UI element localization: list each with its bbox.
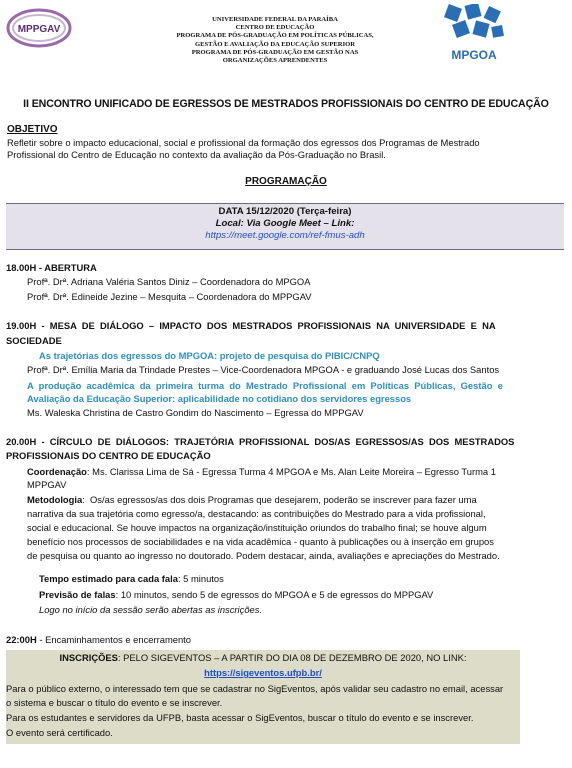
forecast-value: : 10 minutos, sendo 5 de egressos do MPGOA e 5 de egressos do MPPGAV xyxy=(115,589,434,600)
circle-title: 20.00H - CÍRCULO DE DIÁLOGOS: TRAJETÓRIA PROFISSIONAL DOS/AS EGRESSOS/AS DOS MESTRADOS xyxy=(6,436,515,447)
event-title: II ENCONTRO UNIFICADO DE EGRESSOS DE MESTRADOS PROFISSIONAIS DO CENTRO DE EDUCAÇÃO xyxy=(23,98,549,110)
methodology-line: social e educacional. Se houve impactos na organização/instituição oriundos do trabalho final; se houve algum xyxy=(27,522,487,533)
speech-forecast xyxy=(39,589,433,601)
mppgav-logo-text: MPPGAV xyxy=(17,24,61,35)
talk-title: As trajetórias dos egressos do MPGOA: projeto de pesquisa do PIBIC/CNPQ xyxy=(39,350,380,361)
date-box xyxy=(6,203,564,250)
methodology-line: benefício nos processos de sociabilidades e na vida acadêmica - quanto à publicações ou à inserção em grupos xyxy=(27,536,494,547)
opening-speaker: Profª. Drª. Edineide Jezine – Mesquita – Coordenadora do MPPGAV xyxy=(27,291,312,302)
time-label: Tempo estimado para cada fala xyxy=(39,573,178,584)
objective-line: Profissional do Centro de Educação no contexto da avaliação da Pós-Graduação no Brasil. xyxy=(7,149,386,160)
objective-text xyxy=(7,137,563,161)
closing-line xyxy=(6,634,191,646)
opening-speaker: Profª. Drª. Adriana Valéria Santos Diniz – Coordenadora do MPGOA xyxy=(27,276,311,287)
methodology-line: de pesquisa ou quanto ao ingresso no doutorado. Podem destacar, ainda, avaliações e apreciações do Mestrado. xyxy=(27,550,500,561)
header-line: GESTÃO E AVALIAÇÃO DA EDUCAÇÃO SUPERIOR xyxy=(194,40,356,48)
registration-note: Logo no início da sessão serão abertas as inscrições. xyxy=(39,604,263,615)
program-heading: PROGRAMAÇÃO xyxy=(245,176,327,187)
header-line: UNIVERSIDADE FEDERAL DA PARAÍBA xyxy=(212,16,338,23)
closing-time: 22:00H xyxy=(6,634,37,645)
coordination-label: Coordenação xyxy=(27,466,87,477)
event-date: DATA 15/12/2020 (Terça-feira) xyxy=(218,206,352,217)
closing-text: - Encaminhamentos e encerramento xyxy=(36,634,191,645)
mpgoa-logo-text: MPGOA xyxy=(451,48,497,62)
talk-title-cont: Avaliação da Educação Superior: aplicabilidade no cotidiano dos servidores egressos xyxy=(27,393,412,404)
mpgoa-logo xyxy=(438,4,510,64)
talk-title: A produção acadêmica da primeira turma do Mestrado Profissional em Políticas Públicas, Gestão e xyxy=(27,380,503,391)
methodology-text: : Os/as egressos/as dos dois Programas que desejarem, poderão se inscrever para fazer uma xyxy=(82,494,477,505)
talk-speaker: Ms. Waleska Christina de Castro Gondim do Nascimento – Egressa do MPPGAV xyxy=(27,407,364,418)
meet-link[interactable]: https://meet.google.com/ref-fmus-adh xyxy=(205,230,365,241)
methodology-label: Metodologia xyxy=(27,494,83,505)
talk-speaker: Profª. Drª. Emília Maria da Trindade Prestes – Vice-Coordenadora MPGOA - e graduando José Lucas dos Santos xyxy=(27,364,500,375)
registration-header xyxy=(6,652,520,664)
objective-heading: OBJETIVO xyxy=(7,124,58,135)
header-line: PROGRAMA DE PÓS-GRADUAÇÃO EM POLÍTICAS PÚBLICAS, xyxy=(176,32,374,40)
event-location: Local: Via Google Meet – Link: xyxy=(215,218,355,229)
registration-info: Para os estudantes e servidores da UFPB, basta acessar o SigEventos, buscar o título do evento e se inscrever. xyxy=(6,712,474,723)
institution-header xyxy=(150,16,400,65)
coordination-line xyxy=(27,466,496,478)
registration-text: : PELO SIGEVENTOS – A PARTIR DO DIA 08 DE DEZEMBRO DE 2020, NO LINK: xyxy=(117,652,467,663)
panel-title: 19.00H - MESA DE DIÁLOGO – IMPACTO DOS MESTRADOS PROFISSIONAIS NA UNIVERSIDADE E NA xyxy=(6,320,496,331)
methodology-line xyxy=(27,494,477,506)
opening-title: 18.00H - ABERTURA xyxy=(6,262,97,273)
registration-box xyxy=(6,650,520,744)
header-line: CENTRO DE EDUCAÇÃO xyxy=(235,24,315,32)
coordination-cont: MPPGAV xyxy=(27,479,67,490)
objective-line: Refletir sobre o impacto educacional, social e profissional da formação dos egressos dos Programas de Mestrado xyxy=(7,137,480,148)
time-estimate xyxy=(39,573,224,585)
circle-title-cont: PROFISSIONAIS DO CENTRO DE EDUCAÇÃO xyxy=(6,450,211,461)
sigeventos-link[interactable]: https://sigeventos.ufpb.br/ xyxy=(204,667,322,678)
forecast-label: Previsão de falas xyxy=(39,589,116,600)
mppgav-logo xyxy=(6,6,72,50)
registration-info: o sistema e buscar o título do evento e se inscrever. xyxy=(6,697,223,708)
registration-info: Para o público externo, o interessado tem que se cadastrar no SigEventos, após validar seu cadastro no email, acessar xyxy=(6,683,504,694)
panel-title-cont: SOCIEDADE xyxy=(6,335,62,346)
registration-info: O evento será certificado. xyxy=(6,727,113,738)
header-line: ORGANIZAÇÕES APRENDENTES xyxy=(222,57,328,65)
header-line: PROGRAMA DE PÓS-GRADUAÇÃO EM GESTÃO NAS xyxy=(191,48,359,56)
registration-label: INSCRIÇÕES xyxy=(59,652,118,663)
time-value: : 5 minutos xyxy=(177,573,224,584)
methodology-line: narrativa da sua trajetória como egresso/a, destacando: as contribuições do Mestrado para a vida profissional, xyxy=(27,508,486,519)
coordination-text: : Ms. Clarissa Lima de Sá - Egressa Turma 4 MPGOA e Ms. Alan Leite Moreira – Egresso Turma 1 xyxy=(86,466,496,477)
